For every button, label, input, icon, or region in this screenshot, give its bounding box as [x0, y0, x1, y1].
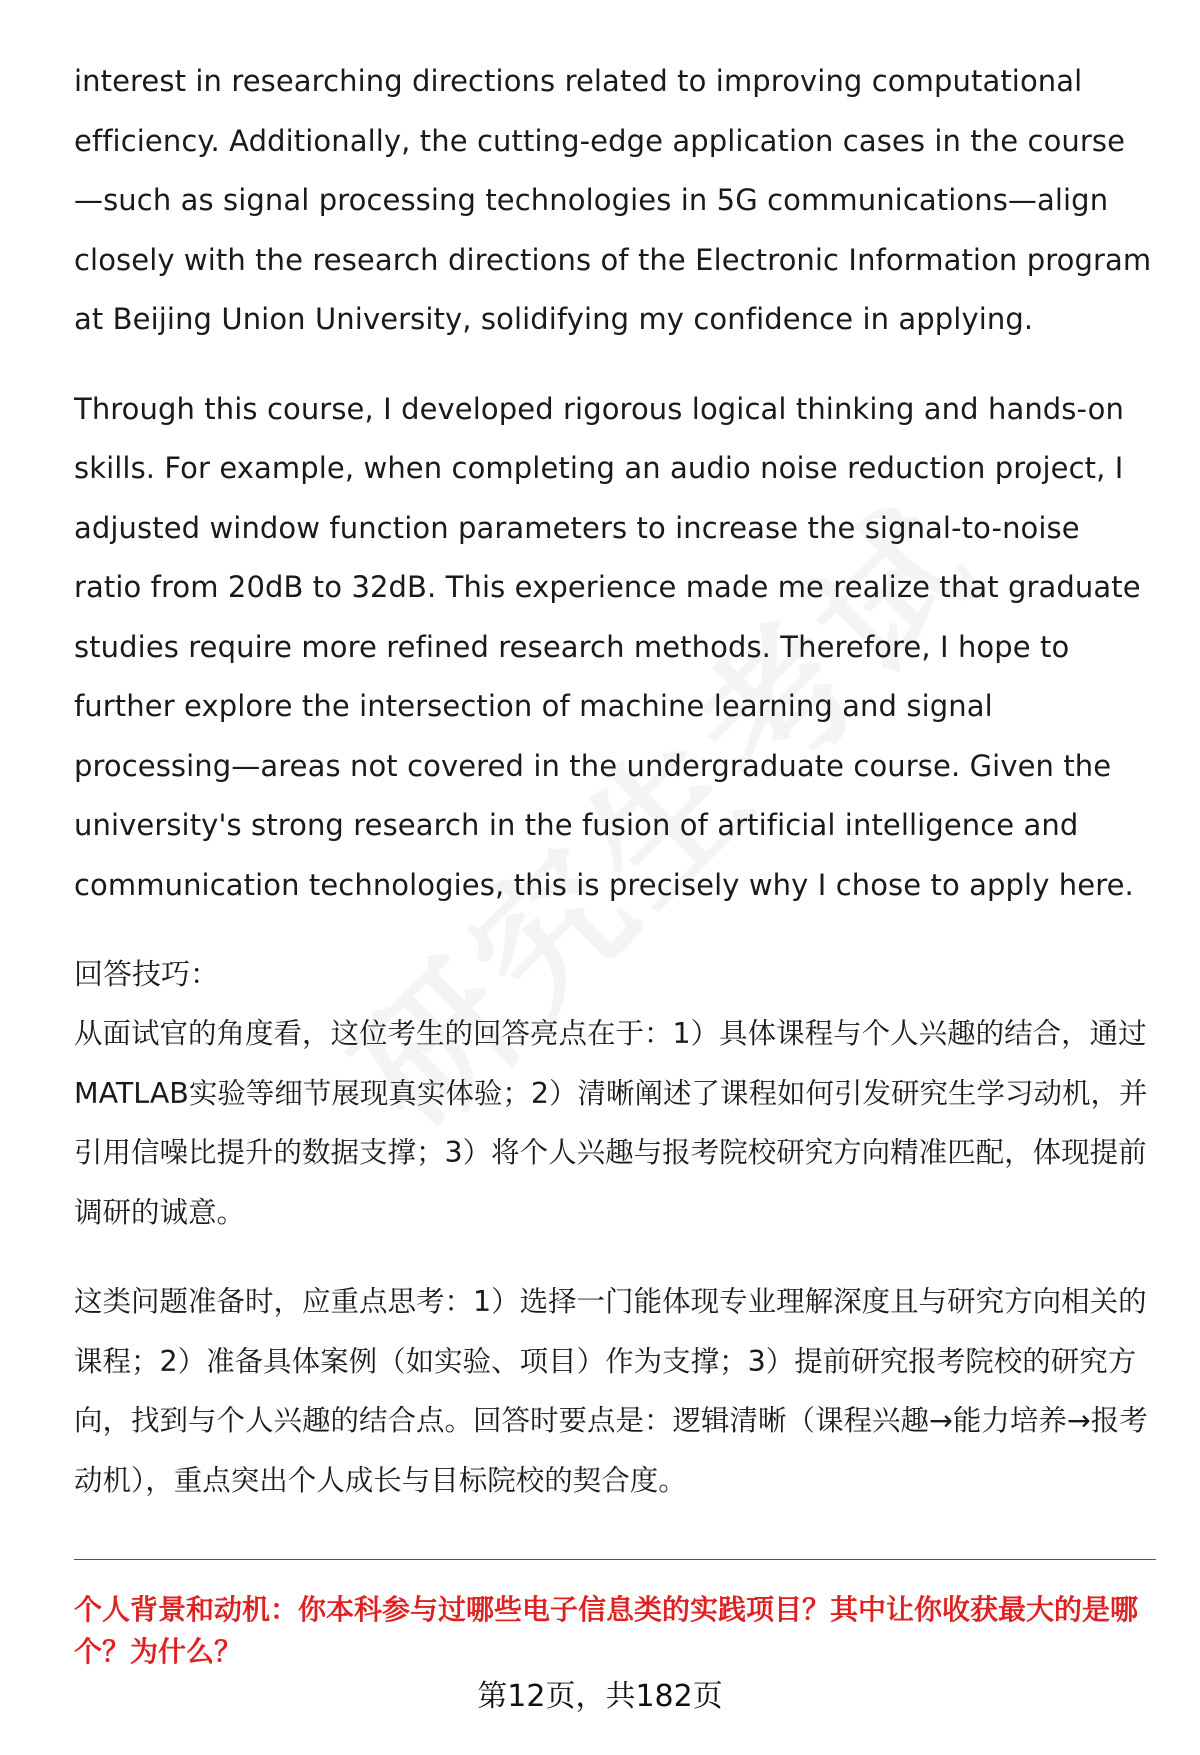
tips-paragraph-1: 从面试官的角度看，这位考生的回答亮点在于：1）具体课程与个人兴趣的结合，通过MATLAB实验等细节展现真实体验；2）清晰阐述了课程如何引发研究生学习动机，并引用信噪比提升的数据支撑；3）将个人兴趣与报考院校研究方向精准匹配，体现提前调研的诚意。: [74, 1017, 1148, 1229]
page-indicator: 第12页，共182页: [477, 1679, 723, 1714]
answer-paragraph-2: Through this course, I developed rigorous logical thinking and hands-on skills. For example, when completing an audio noise reduction project, I adjusted window function parameters to increase the signal-to-noise ratio from 20dB to 32dB. This experience made me realize that graduate studies require more refined research methods. Therefore, I hope to further explore the intersection of machine learning and signal processing—areas not covered in the undergraduate course. Given the university's strong research in the fusion of artificial intelligence and communication technologies, this is precisely why I chose to apply here.: [74, 391, 1141, 902]
answer-paragraph-1: interest in researching directions related to improving computational efficiency. Additionally, the cutting-edge application cases in the course—such as signal processing technologies in 5G communications—align closely with the research directions of the Electronic Information program at Beijing Union University, solidifying my confidence in applying.: [74, 64, 1152, 336]
next-question-heading: 个人背景和动机：你本科参与过哪些电子信息类的实践项目？其中让你收获最大的是哪个？为什么？: [74, 1593, 1139, 1668]
tips-label: 回答技巧：: [74, 957, 220, 991]
section-divider: [74, 1559, 1156, 1560]
document-body: [74, 52, 1154, 1540]
tips-paragraph-2: 这类问题准备时，应重点思考：1）选择一门能体现专业理解深度且与研究方向相关的课程；2）准备具体案例（如实验、项目）作为支撑；3）提前研究报考院校的研究方向，找到与个人兴趣的结合点。回答时要点是：逻辑清晰（课程兴趣→能力培养→报考动机），重点突出个人成长与目标院校的契合度。: [74, 1285, 1148, 1497]
